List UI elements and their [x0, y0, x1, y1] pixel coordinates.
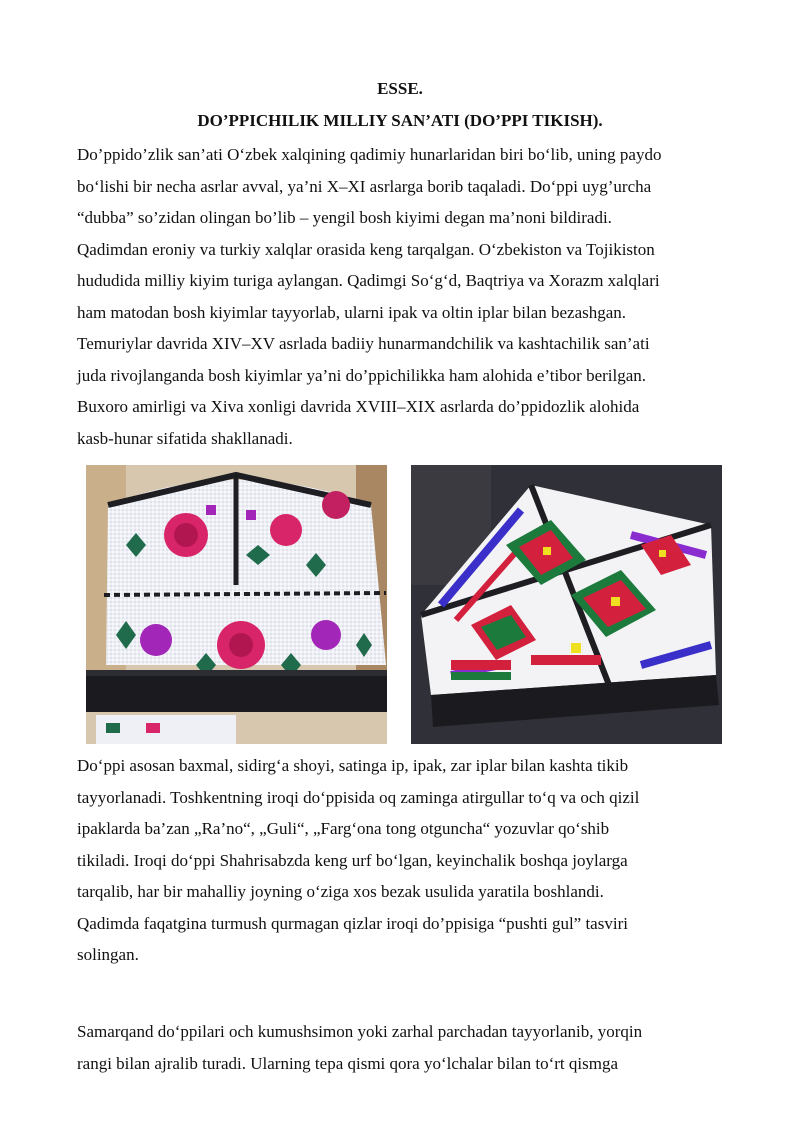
text-line: bo‘lishi bir necha asrlar avval, ya’ni X–XI asrlarga borib taqaladi. Do‘ppi uyg’urcha	[77, 176, 652, 196]
text-line: Samarqand do‘ppilari och kumushsimon yoki zarhal parchadan tayyorlanib, yorqin	[77, 1022, 643, 1041]
text-line: Qadimda faqatgina turmush qurmagan qizlar iroqi do’ppisiga “pushti gul” tasviri	[77, 913, 628, 933]
text-line: Qadimdan eroniy va turkiy xalqlar orasida keng tarqalgan. O‘zbekiston va Tojikiston	[77, 239, 655, 259]
doppi-photo-geometric	[411, 465, 722, 744]
text-line: “dubba” so’zidan olingan bo’lib – yengil bosh kiyimi degan ma’noni bildiradi.	[77, 208, 612, 227]
doppi-photo-white-roses	[86, 465, 387, 744]
text-line: kasb-hunar sifatida shakllanadi.	[77, 428, 293, 448]
text-line: Do’ppido’zlik san’ati O‘zbek xalqining qadimiy hunarlaridan biri bo‘lib, uning paydo	[77, 145, 662, 164]
essay-title: DO’PPICHILIK MILLIY SAN’ATI (DO’PPI TIKISH).	[197, 111, 603, 130]
essay-label: ESSE.	[377, 79, 423, 98]
text-line: rangi bilan ajralib turadi. Ularning tepa qismi qora yo‘lchalar bilan to‘rt qismga	[77, 1053, 619, 1073]
text-line: solingan.	[77, 945, 139, 964]
paragraph-samarqand	[77, 1016, 727, 1079]
text-line: tikiladi. Iroqi do‘ppi Shahrisabzda keng urf bo‘lgan, keyinchalik boshqa joylarga	[77, 850, 628, 870]
text-line: ipaklarda ba’zan „Ra’no“, „Guli“, „Farg‘ona tong otguncha“ yozuvlar qo‘shib	[77, 819, 610, 838]
text-line: Do‘ppi asosan baxmal, sidirg‘a shoyi, satinga ip, ipak, zar iplar bilan kashta tikib	[77, 756, 629, 775]
text-line: tayyorlanadi. Toshkentning iroqi do‘ppisida oq zaminga atirgullar to‘q va och qizil	[77, 787, 640, 807]
text-line: juda rivojlanganda bosh kiyimlar ya’ni do’ppichilikka ham alohida e’tibor berilgan.	[77, 365, 647, 385]
text-line: Buxoro amirligi va Xiva xonligi davrida XVIII–XIX asrlarda do’ppidozlik alohida	[77, 397, 640, 416]
paragraph-history	[77, 139, 727, 454]
text-line: ham matodan bosh kiyimlar tayyorlab, ularni ipak va oltin iplar bilan bezashgan.	[77, 302, 627, 322]
text-line: Temuriylar davrida XIV–XV asrlada badiiy hunarmandchilik va kashtachilik san’ati	[77, 334, 650, 353]
paragraph-materials	[77, 750, 727, 971]
text-line: hududida milliy kiyim turiga aylangan. Qadimgi So‘g‘d, Baqtriya va Xorazm xalqlari	[77, 271, 660, 290]
text-line: tarqalib, har bir mahalliy joyning o‘ziga xos bezak usulida yaratila boshlandi.	[77, 882, 604, 901]
